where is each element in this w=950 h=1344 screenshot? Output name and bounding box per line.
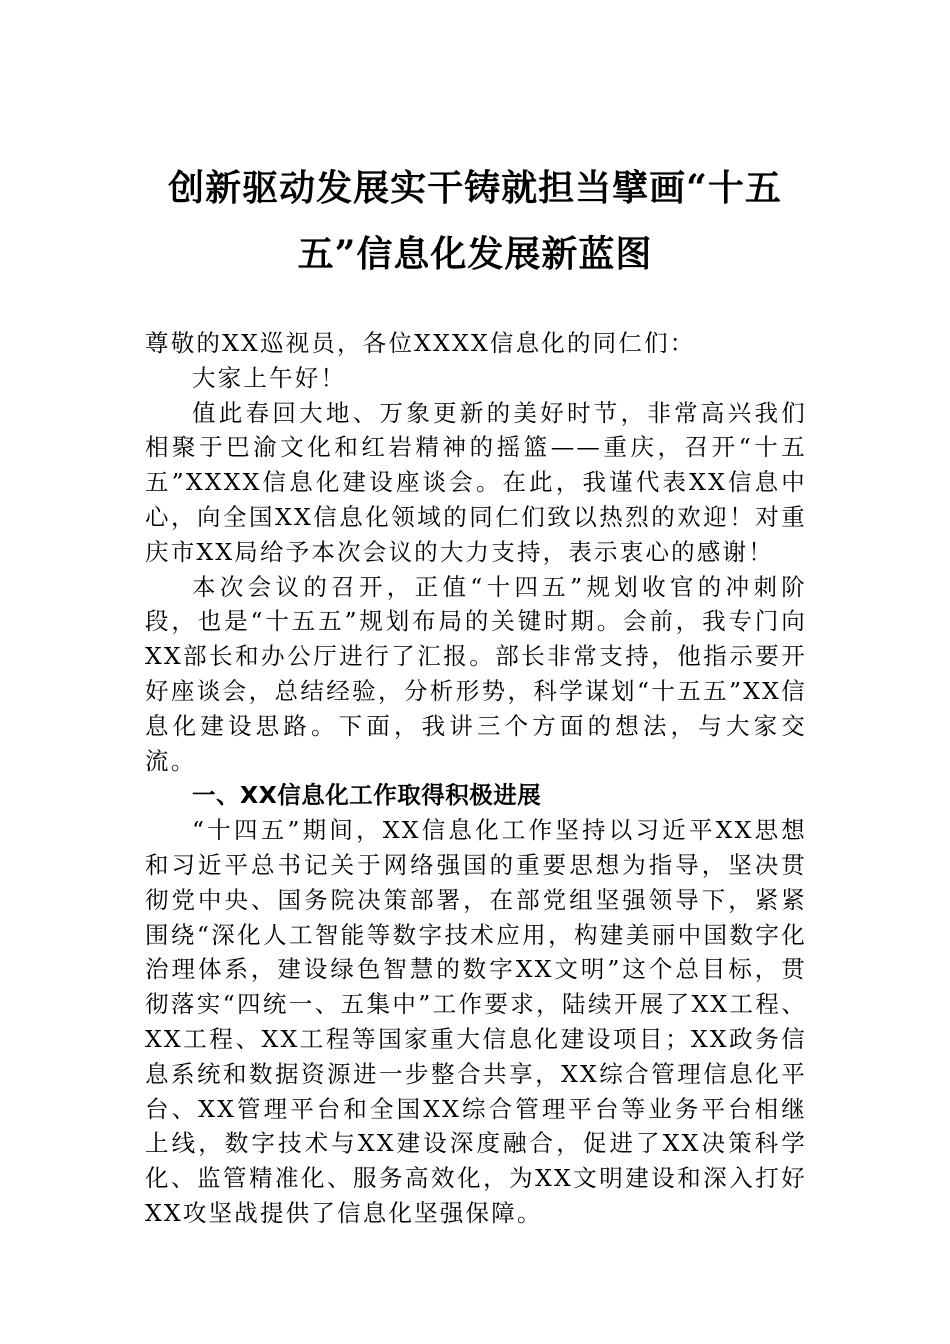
paragraph-meeting-context: 本次会议的召开，正值“十四五”规划收官的冲刺阶段，也是“十五五”规划布局的关键时期。会前，我专门向XX部长和办公厅进行了汇报。部长非常支持，他指示要开好座谈会，总结经验，分析形势，科学谋划“十五五”XX信息化建设思路。下面，我讲三个方面的想法，与大家交流。 <box>145 572 807 775</box>
greeting: 大家上午好！ <box>192 363 347 392</box>
paragraph-progress: “十四五”期间，XX信息化工作坚持以习近平XX思想和习近平总书记关于网络强国的重要思想为指导，坚决贯彻党中央、国务院决策部署，在部党组坚强领导下，紧紧围绕“深化人工智能等数字技术应用，构建美丽中国数字化治理体系，建设绿色智慧的数字XX文明”这个总目标，贯彻落实“四统一、五集中”工作要求，陆续开展了XX工程、XX工程、XX工程等国家重大信息化建设项目；XX政务信息系统和数据资源进一步整合共享，XX综合管理信息化平台、XX管理平台和全国XX综合管理平台等业务平台相继上线，数字技术与XX建设深度融合，促进了XX决策科学化、监管精准化、服务高效化，为XX文明建设和深入打好XX攻坚战提供了信息化坚强保障。 <box>145 816 807 1227</box>
document-title-line-2: 五”信息化发展新蓝图 <box>297 233 653 275</box>
paragraph-opening: 值此春回大地、万象更新的美好时节，非常高兴我们相聚于巴渝文化和红岩精神的摇篮——重庆，召开“十五五”XXXX信息化建设座谈会。在此，我谨代表XX信息中心，向全国XX信息化领域的同仁们致以热烈的欢迎！对重庆市XX局给予本次会议的大力支持，表示衷心的感谢！ <box>145 398 807 566</box>
document-body <box>145 326 807 1231</box>
salutation: 尊敬的XX巡视员，各位XXXX信息化的同仁们： <box>145 329 696 357</box>
document-title-line-1: 创新驱动发展实干铸就担当擘画“十五 <box>168 167 782 209</box>
section-heading-1: 一、XX信息化工作取得积极进展 <box>192 781 542 810</box>
